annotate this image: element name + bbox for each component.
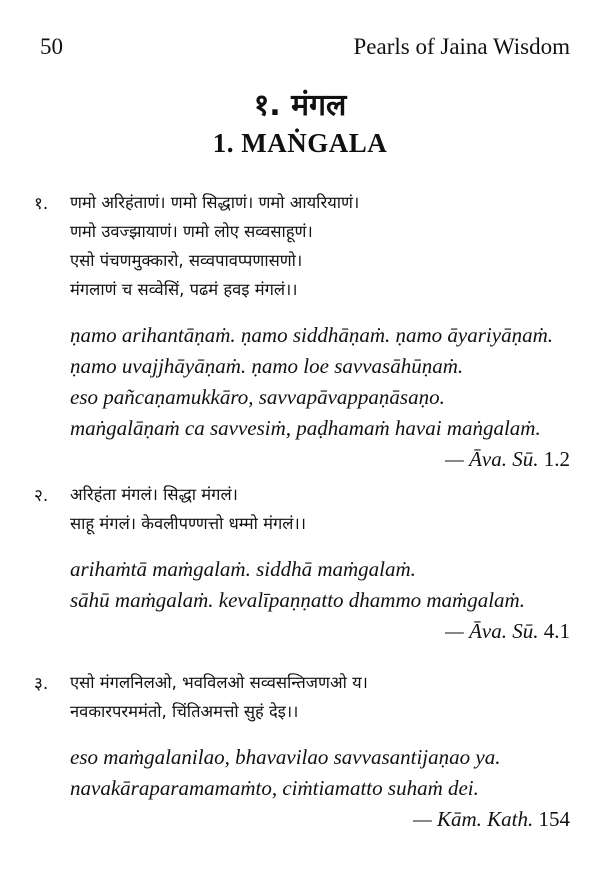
- transliteration-line: ṇamo arihantāṇaṁ. ṇamo siddhāṇaṁ. ṇamo āyariyāṇaṁ.: [70, 323, 553, 347]
- source-citation: [34, 804, 570, 834]
- transliteration-line: eso maṁgalanilao, bhavavilao savvasantijaṇao ya.: [70, 745, 501, 769]
- chapter-title-roman: 1. MAṄGALA: [212, 128, 388, 158]
- transliteration-line: navakāraparamamaṁto, ciṁtiamatto suhaṁ dei.: [70, 776, 479, 800]
- devanagari-line: अरिहंता मंगलं। सिद्धा मंगलं।: [70, 485, 238, 504]
- verse-3: [34, 668, 570, 834]
- devanagari-line: एसो पंचणमुक्कारो, सव्वपावप्पणासणो।: [70, 251, 303, 270]
- transliteration-line: ṇamo uvajjhāyāṇaṁ. ṇamo loe savvasāhūṇaṁ.: [70, 354, 464, 378]
- verse-transliteration: [70, 554, 570, 616]
- running-head: Pearls of Jaina Wisdom: [353, 34, 570, 59]
- verse-transliteration: [70, 742, 570, 804]
- verse-devanagari: [34, 668, 570, 726]
- transliteration-line: arihaṁtā maṁgalaṁ. siddhā maṁgalaṁ.: [70, 557, 416, 581]
- verse-number: २.: [34, 486, 49, 506]
- source-reference: 4.1: [538, 619, 570, 643]
- verse-devanagari: [34, 480, 570, 538]
- source-citation: [34, 444, 570, 474]
- source-abbreviation: — Āva. Sū.: [445, 619, 539, 643]
- devanagari-line: मंगलाणं च सव्वेसिं, पढमं हवइ मंगलं।।: [70, 280, 298, 299]
- devanagari-line: साहू मंगलं। केवलीपण्णत्तो धम्मो मंगलं।।: [70, 514, 306, 533]
- verse-2: [34, 480, 570, 646]
- page-number: 50: [40, 34, 63, 59]
- transliteration-line: eso pañcaṇamukkāro, savvapāvappaṇāsaṇo.: [70, 385, 445, 409]
- devanagari-line: णमो उवज्झायाणं। णमो लोए सव्वसाहूणं।: [70, 222, 313, 241]
- verse-1: [34, 188, 570, 474]
- verse-devanagari: [34, 188, 570, 304]
- verse-number: ३.: [34, 674, 49, 694]
- devanagari-line: एसो मंगलनिलओ, भवविलओ सव्वसन्तिजणओ य।: [70, 673, 368, 692]
- devanagari-line: नवकारपरममंतो, चिंतिअमत्तो सुहं देइ।।: [70, 702, 299, 721]
- source-abbreviation: — Kām. Kath.: [413, 807, 534, 831]
- transliteration-line: sāhū maṁgalaṁ. kevalīpaṇṇatto dhammo maṁgalaṁ.: [70, 588, 525, 612]
- verse-transliteration: [70, 320, 570, 444]
- chapter-title-devanagari: १. मंगल: [253, 88, 347, 123]
- source-abbreviation: — Āva. Sū.: [445, 447, 539, 471]
- transliteration-line: maṅgalāṇaṁ ca savvesiṁ, paḍhamaṁ havai maṅgalaṁ.: [70, 416, 541, 440]
- devanagari-line: णमो अरिहंताणं। णमो सिद्धाणं। णमो आयरियाणं।: [70, 193, 360, 212]
- source-reference: 154: [533, 807, 570, 831]
- verse-number: १.: [34, 194, 49, 214]
- source-citation: [34, 616, 570, 646]
- source-reference: 1.2: [538, 447, 570, 471]
- page-header: [40, 34, 570, 64]
